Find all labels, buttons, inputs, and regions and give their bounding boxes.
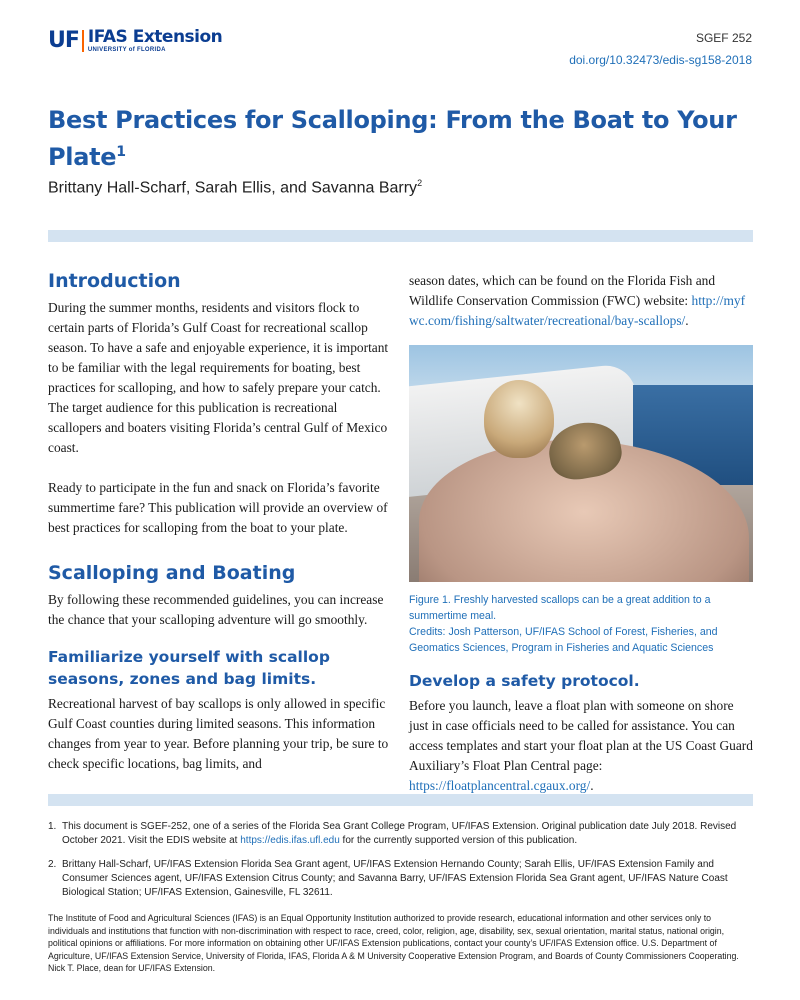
seasons-paragraph-continued: season dates, which can be found on the Florida Fish and Wildlife Conservation Commission (FWC) website: http://myfwc.com/fishing/saltwater/recreational/bay-scallops/.	[409, 273, 746, 328]
scallops-in-hand-photo	[409, 345, 753, 582]
ufifas-logo	[48, 28, 222, 53]
authors-line: Brittany Hall-Scharf, Sarah Ellis, and Savanna Barry$^2$	[48, 178, 423, 197]
logo-divider	[82, 30, 84, 52]
intro-paragraph-2: Ready to participate in the fun and snack on Florida’s favorite summertime fare? This publication will provide an overview of best practices for scalloping from the boat to your plate.	[48, 480, 388, 535]
publication-id: SGEF 252	[695, 31, 752, 45]
edis-link[interactable]: https://edis.ifas.ufl.edu	[240, 835, 340, 846]
logo-ifas-text: IFAS Extension	[87, 26, 223, 47]
fwc-scallops-link[interactable]: http://myfwc.com/fishing/saltwater/recreational/bay-scallops/	[409, 293, 746, 328]
authors-footnote-ref[interactable]: 2	[417, 178, 423, 188]
title-footnote-ref[interactable]: 1	[116, 144, 126, 160]
boating-paragraph: By following these recommended guidelines, you can increase the chance that your scalloping adventure will go smoothly.	[48, 592, 384, 627]
seasons-paragraph: Recreational harvest of bay scallops is only allowed in specific Gulf Coast counties during limited seasons. This information changes from year to year. Before planning your trip, be sure to check specific locations, bag limits, and	[48, 696, 389, 771]
logo-university-text: UNIVERSITY of FLORIDA	[87, 46, 166, 53]
intro-heading: Introduction	[48, 270, 181, 292]
right-column	[409, 271, 754, 796]
boating-heading: Scalloping and Boating	[48, 562, 296, 584]
footnote-1: 1. This document is SGEF-252, one of a series of the Florida Sea Grant College Program, UF/IFAS Extension. Original publication date July 2018. Revised October 2021. Visit the EDIS website at https://edis.ifas.ufl.edu for the currently supported version of this publication.	[48, 821, 737, 846]
figure-caption-text: Figure 1. Freshly harvested scallops can be a great addition to a summertime meal.	[409, 594, 711, 622]
legal-disclaimer: The Institute of Food and Agricultural Sciences (IFAS) is an Equal Opportunity Institution authorized to provide research, educational information and other services only to individuals and institutions that function with non-discrimination with respect to race, creed, color, religion, age, disability, sex, sexual orientation, marital status, national origin, political opinions or affiliations. For more information on obtaining other UF/IFAS Extension publications, contact your county’s UF/IFAS Extension office. U.S. Department of Agriculture, UF/IFAS Extension Service, University of Florida, IFAS, Florida A & M University Cooperative Extension Program, and Boards of County Commissioners Cooperating. Nick T. Place, dean for UF/IFAS Extension.	[48, 913, 739, 973]
doi-link[interactable]: doi.org/10.32473/edis-sg158-2018	[569, 53, 752, 67]
footer-divider-band	[48, 794, 753, 806]
footnote-2: 2. Brittany Hall-Scharf, UF/IFAS Extension Florida Sea Grant agent, UF/IFAS Extension Hernando County; Sarah Ellis, UF/IFAS Extension Family and Consumer Sciences agent, UF/IFAS Extension Citrus County; and Savanna Barry, UF/IFAS Extension Florida Sea Grant agent, UF/IFAS Nature Coast Biological Station; UF/IFAS Extension, Gainesville, FL 32611.	[48, 859, 728, 898]
figure-caption	[409, 592, 754, 656]
figure-credits: Credits: Josh Patterson, UF/IFAS School of Forest, Fisheries, and Geomatics Sciences, Program in Fisheries and Aquatic Sciences	[409, 626, 718, 654]
left-column	[48, 268, 393, 774]
footnotes	[48, 820, 753, 910]
logo-uf-text: UF	[48, 28, 79, 53]
header-divider-band	[48, 230, 753, 242]
intro-paragraph-1: During the summer months, residents and visitors flock to certain parts of Florida’s Gulf Coast for recreational scallop season. To have a safe and enjoyable experience, it is important to be familiar with the legal requirements for boating, best practices for scalloping, and how to safely prepare your catch. The target audience for this publication is recreational scallopers and boaters visiting Florida’s central Gulf of Mexico coast.	[48, 300, 389, 455]
safety-heading: Develop a safety protocol.	[409, 672, 640, 690]
safety-paragraph: Before you launch, leave a float plan with someone on shore just in case officials need to be called for assistance. You can access templates and start your float plan at the US Coast Guard Auxiliary’s Float Plan Central page: https://floatplancentral.cgaux.org/.	[409, 698, 753, 793]
float-plan-link[interactable]: https://floatplancentral.cgaux.org/	[409, 778, 591, 793]
document-title: Best Practices for Scalloping: From the Boat to Your Plate$^1$	[48, 106, 737, 171]
seasons-heading: Familiarize yourself with scallop seasons, zones and bag limits.	[48, 648, 330, 688]
